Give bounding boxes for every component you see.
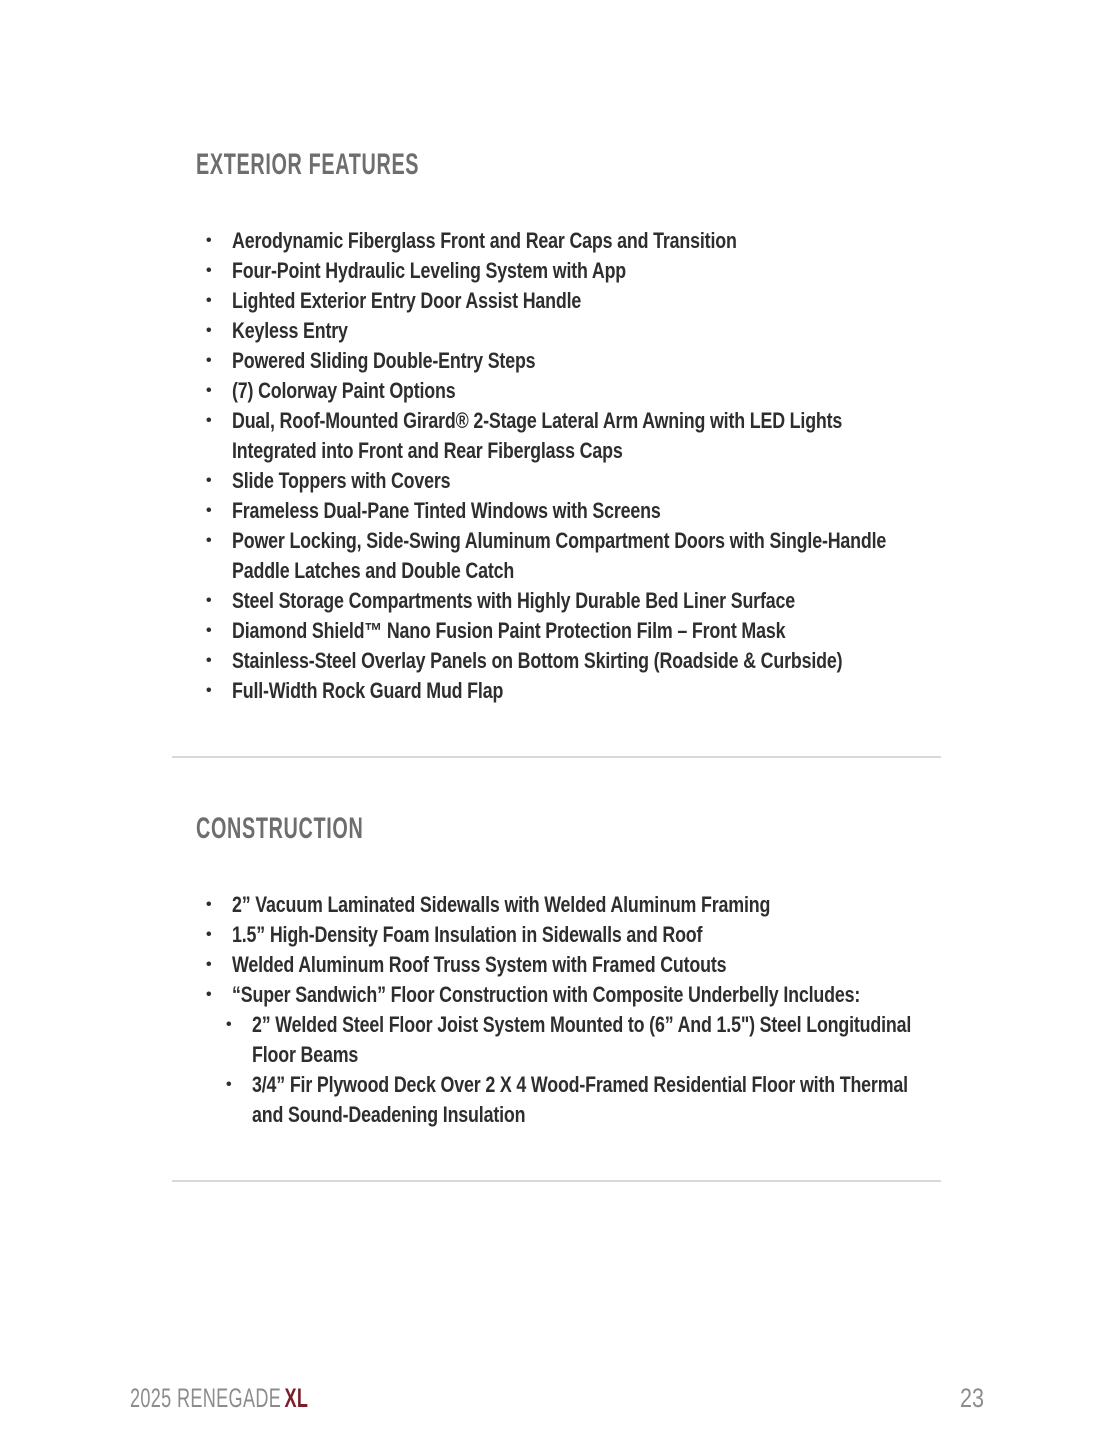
list-item bbox=[206, 496, 1113, 526]
list-item bbox=[206, 616, 1113, 646]
list-item-text: Four-Point Hydraulic Leveling System with App bbox=[232, 258, 627, 283]
list-item bbox=[206, 316, 1113, 346]
bullet-icon: • bbox=[206, 472, 212, 489]
list-item-text: Welded Aluminum Roof Truss System with Framed Cutouts bbox=[232, 952, 727, 977]
exterior-features-list bbox=[0, 226, 1113, 706]
list-item bbox=[206, 286, 1113, 316]
bullet-icon: • bbox=[206, 956, 212, 973]
list-item bbox=[206, 676, 1113, 706]
list-item-text: 2” Welded Steel Floor Joist System Mounted to (6” And 1.5") Steel Longitudinal Floor Beams bbox=[252, 1012, 912, 1067]
list-item bbox=[206, 526, 1113, 586]
bullet-icon: • bbox=[206, 896, 212, 913]
list-item bbox=[206, 256, 1113, 286]
list-item-text: Stainless-Steel Overlay Panels on Bottom Skirting (Roadside & Curbside) bbox=[232, 648, 843, 673]
bullet-icon: • bbox=[206, 682, 212, 699]
section-divider bbox=[172, 1180, 941, 1182]
brand-name: 2025 RENEGADE bbox=[130, 1383, 282, 1413]
sub-list-item bbox=[226, 1010, 1113, 1070]
list-item-text: Powered Sliding Double-Entry Steps bbox=[232, 348, 536, 373]
bullet-icon: • bbox=[206, 622, 212, 639]
bullet-icon: • bbox=[206, 652, 212, 669]
list-item bbox=[206, 376, 1113, 406]
list-item-text: Diamond Shield™ Nano Fusion Paint Protection Film – Front Mask bbox=[232, 618, 786, 643]
list-item-text: “Super Sandwich” Floor Construction with Composite Underbelly Includes: bbox=[232, 982, 861, 1007]
bullet-icon: • bbox=[206, 592, 212, 609]
section-construction bbox=[0, 758, 1113, 1130]
bullet-icon: • bbox=[206, 382, 212, 399]
construction-list bbox=[0, 890, 1113, 1130]
list-item bbox=[206, 226, 1113, 256]
list-item-text: Slide Toppers with Covers bbox=[232, 468, 451, 493]
list-item bbox=[206, 646, 1113, 676]
list-item bbox=[206, 406, 1113, 466]
brand-suffix: XL bbox=[284, 1383, 309, 1413]
list-item-text: 2” Vacuum Laminated Sidewalls with Welded Aluminum Framing bbox=[232, 892, 771, 917]
bullet-icon: • bbox=[206, 292, 212, 309]
section-exterior-features bbox=[0, 150, 1113, 706]
list-item-text: Full-Width Rock Guard Mud Flap bbox=[232, 678, 504, 703]
list-item bbox=[206, 466, 1113, 496]
sub-list-item bbox=[226, 1070, 1113, 1130]
list-item-text: Power Locking, Side-Swing Aluminum Compartment Doors with Single-Handle Paddle Latches and Double Catch bbox=[232, 528, 887, 583]
list-item-text: Frameless Dual-Pane Tinted Windows with Screens bbox=[232, 498, 661, 523]
bullet-icon: • bbox=[226, 1076, 232, 1093]
list-item bbox=[206, 346, 1113, 376]
bullet-icon: • bbox=[206, 502, 212, 519]
list-item-text: Keyless Entry bbox=[232, 318, 348, 343]
list-item-text: Lighted Exterior Entry Door Assist Handle bbox=[232, 288, 582, 313]
bullet-icon: • bbox=[206, 232, 212, 249]
bullet-icon: • bbox=[206, 532, 212, 549]
page-footer bbox=[130, 1383, 984, 1413]
page-number: 23 bbox=[959, 1383, 984, 1413]
list-item-text: 3/4” Fir Plywood Deck Over 2 X 4 Wood-Framed Residential Floor with Thermal and Sound-Deadening Insulation bbox=[252, 1072, 908, 1127]
list-item-text: Dual, Roof-Mounted Girard® 2-Stage Lateral Arm Awning with LED Lights Integrated into Front and Rear Fiberglass Caps bbox=[232, 408, 843, 463]
list-item bbox=[206, 586, 1113, 616]
list-item bbox=[206, 890, 1113, 920]
section-title-construction: CONSTRUCTION bbox=[196, 812, 364, 845]
bullet-icon: • bbox=[206, 262, 212, 279]
list-item bbox=[206, 950, 1113, 980]
bullet-icon: • bbox=[206, 352, 212, 369]
list-item-text: (7) Colorway Paint Options bbox=[232, 378, 456, 403]
list-item-text: Aerodynamic Fiberglass Front and Rear Caps and Transition bbox=[232, 228, 737, 253]
bullet-icon: • bbox=[226, 1016, 232, 1033]
list-item-text: 1.5” High-Density Foam Insulation in Sidewalls and Roof bbox=[232, 922, 703, 947]
bullet-icon: • bbox=[206, 322, 212, 339]
bullet-icon: • bbox=[206, 926, 212, 943]
bullet-icon: • bbox=[206, 412, 212, 429]
list-item-text: Steel Storage Compartments with Highly Durable Bed Liner Surface bbox=[232, 588, 795, 613]
bullet-icon: • bbox=[206, 986, 212, 1003]
list-item bbox=[206, 920, 1113, 950]
sub-list bbox=[206, 1010, 1113, 1130]
list-item bbox=[206, 980, 1113, 1130]
brand-logo bbox=[130, 1383, 308, 1413]
section-title-exterior-features: EXTERIOR FEATURES bbox=[196, 148, 420, 181]
